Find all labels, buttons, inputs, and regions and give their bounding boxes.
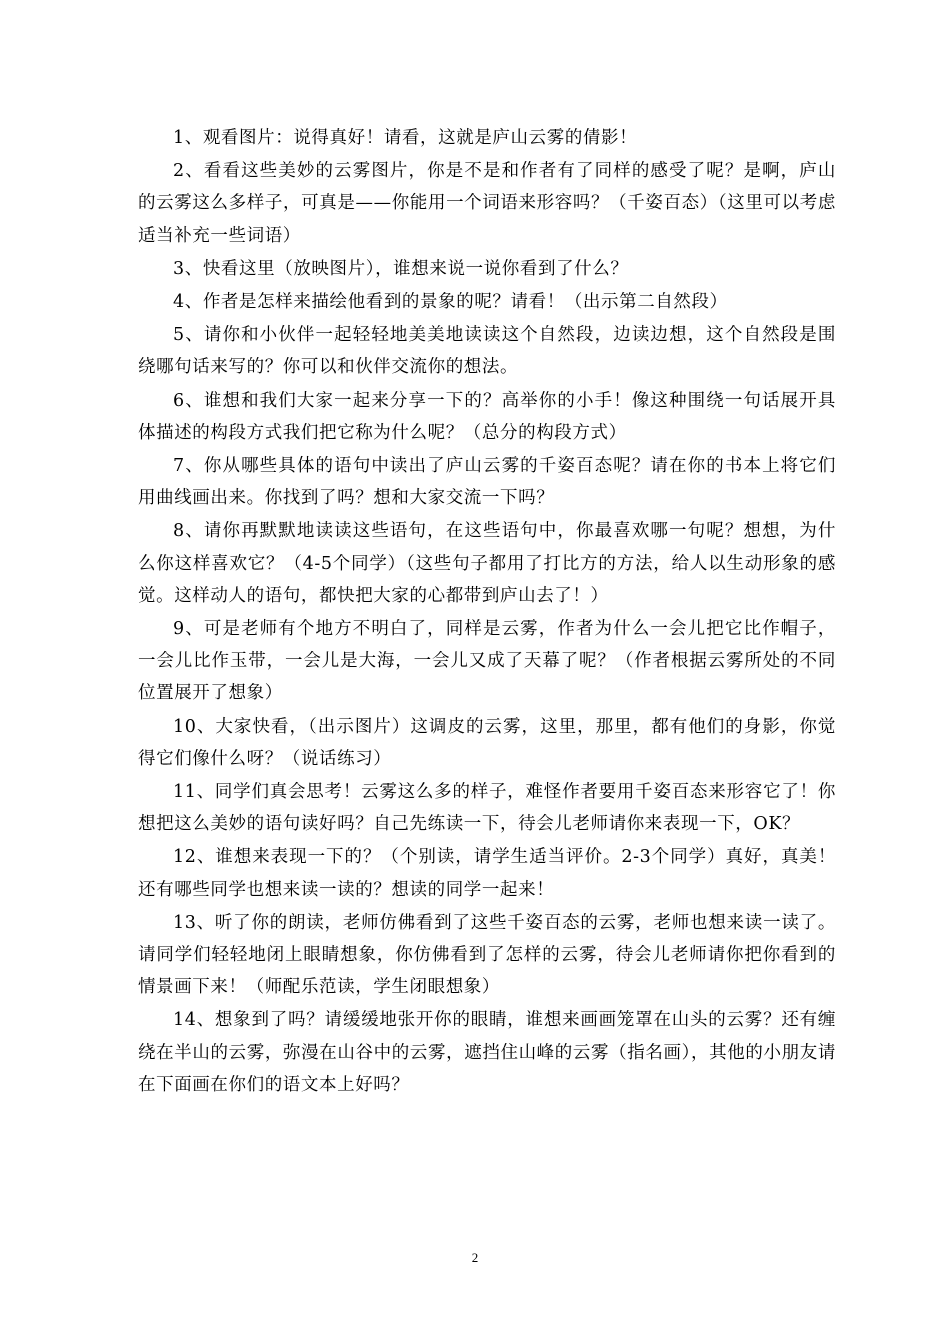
paragraph-7: 7、你从哪些具体的语句中读出了庐山云雾的千姿百态呢？请在你的书本上将它们用曲线画出来。你找到了吗？想和大家交流一下吗？ xyxy=(138,456,836,509)
paragraph-10: 10、大家快看，（出示图片）这调皮的云雾，这里，那里，都有他们的身影，你觉得它们像什么呀？（说话练习） xyxy=(138,716,836,769)
paragraph-1: 1、观看图片：说得真好！请看，这就是庐山云雾的倩影！ xyxy=(173,128,638,148)
paragraph-6: 6、谁想和我们大家一起来分享一下的？高举你的小手！像这种围绕一句话展开具体描述的构段方式我们把它称为什么呢？（总分的构段方式） xyxy=(138,390,836,443)
paragraph-5: 5、请你和小伙伴一起轻轻地美美地读读这个自然段，边读边想，这个自然段是围绕哪句话来写的？你可以和伙伴交流你的想法。 xyxy=(138,325,836,378)
paragraph-2: 2、看看这些美妙的云雾图片，你是不是和作者有了同样的感受了呢？是啊，庐山的云雾这么多样子，可真是——你能用一个词语来形容吗？（千姿百态）（这里可以考虑适当补充一些词语） xyxy=(138,161,836,246)
paragraph-4: 4、作者是怎样来描绘他看到的景象的呢？请看！（出示第二自然段） xyxy=(173,292,728,313)
paragraph-14: 14、想象到了吗？请缓缓地张开你的眼睛，谁想来画画笼罩在山头的云雾？还有缠绕在半山的云雾，弥漫在山谷中的云雾，遮挡住山峰的云雾（指名画），其他的小朋友请在下面画在你们的语文本上好吗？ xyxy=(138,1010,836,1095)
paragraph-3: 3、快看这里（放映图片），谁想来说一说你看到了什么？ xyxy=(173,258,629,279)
paragraph-13: 13、听了你的朗读，老师仿佛看到了这些千姿百态的云雾，老师也想来读一读了。请同学们轻轻地闭上眼睛想象，你仿佛看到了怎样的云雾，待会儿老师请你把你看到的情景画下来！（师配乐范读，学生闭眼想象） xyxy=(138,912,836,998)
document-body xyxy=(138,122,836,1102)
page-number: 2 xyxy=(471,1250,479,1265)
paragraph-12: 12、谁想来表现一下的？（个别读，请学生适当评价。2-3个同学）真好，真美！还有哪些同学也想来读一读的？想读的同学一起来！ xyxy=(138,847,836,900)
paragraph-8: 8、请你再默默地读读这些语句，在这些语句中，你最喜欢哪一句呢？想想，为什么你这样喜欢它？（4-5个同学）（这些句子都用了打比方的方法，给人以生动形象的感觉。这样动人的语句，都快把大家的心都带到庐山去了！） xyxy=(138,521,836,606)
paragraph-9: 9、可是老师有个地方不明白了，同样是云雾，作者为什么一会儿把它比作帽子，一会儿比作玉带，一会儿是大海，一会儿又成了天幕了呢？（作者根据云雾所处的不同位置展开了想象） xyxy=(138,619,836,704)
paragraph-11: 11、同学们真会思考！云雾这么多的样子，难怪作者要用千姿百态来形容它了！你想把这么美妙的语句读好吗？自己先练读一下，待会儿老师请你来表现一下，OK？ xyxy=(138,782,836,835)
